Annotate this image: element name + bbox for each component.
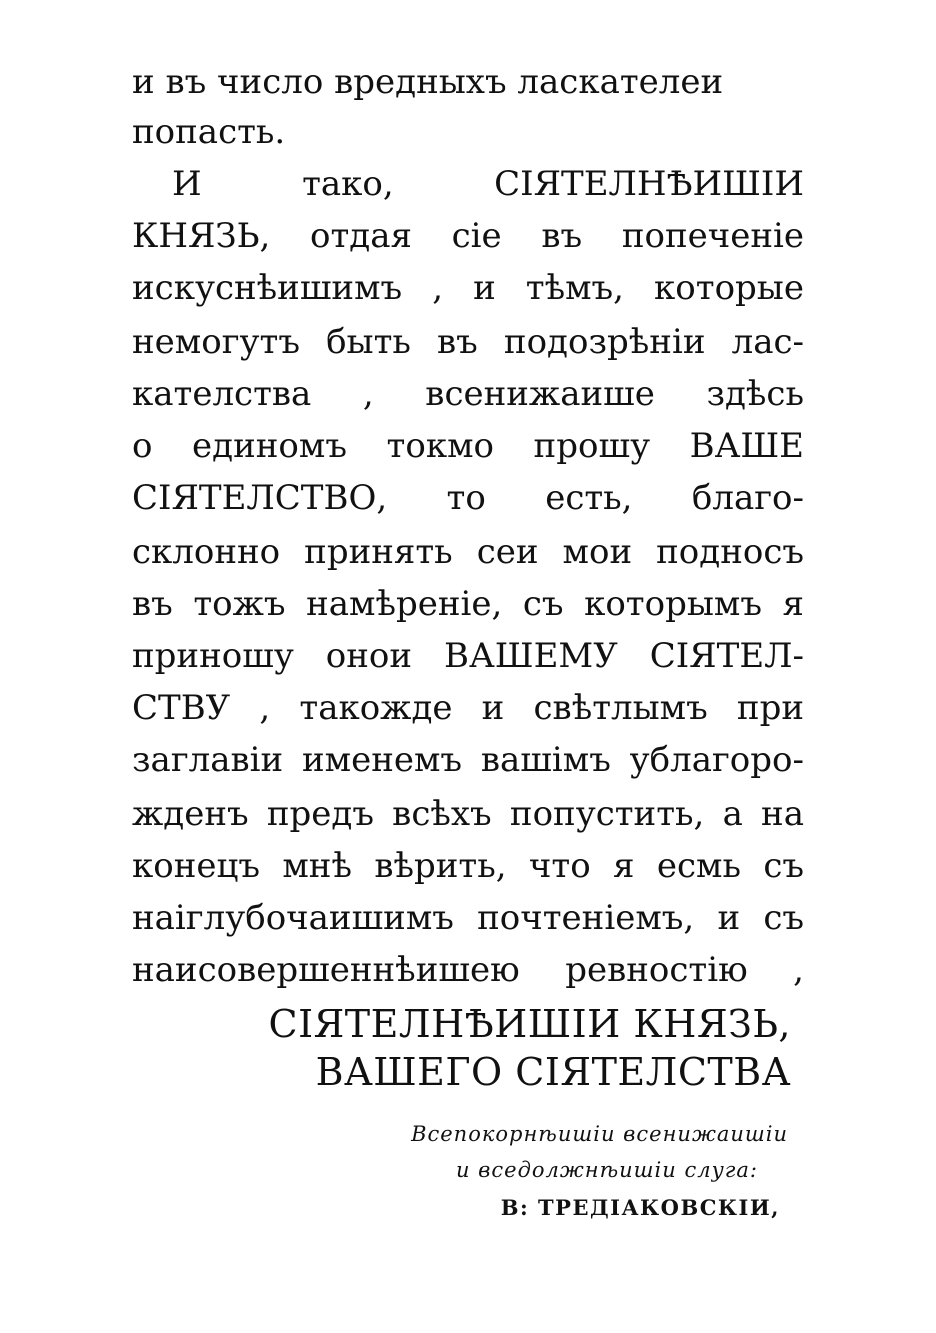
- text-line-14: заглавіи именемъ вашімъ ублагоро-: [132, 740, 804, 780]
- text-line-12: приношу онои ВАШЕМУ СІЯТЕЛ-: [132, 636, 804, 676]
- text-line-16: конецъ мнѣ вѣрить, что я есмь съ: [132, 846, 804, 886]
- text-line-17: наіглубочаишимъ почтеніемъ, и съ: [132, 898, 804, 938]
- text-line-9: СІЯТЕЛСТВО, то есть, благо-: [132, 478, 804, 518]
- text-line-13: СТВУ , такожде и свѣтлымъ при: [132, 688, 804, 728]
- text-line-5: искуснѣишимъ , и тѣмъ, которые: [132, 268, 804, 308]
- text-line-6: немогутъ быть въ подозрѣніи лас-: [132, 322, 804, 362]
- text-line-18: наисовершеннѣишею ревностію ,: [132, 950, 804, 990]
- text-line-1: и въ число вредныхъ ласкателеи: [132, 62, 724, 102]
- text-line-15: жденъ предъ всѣхъ попустить, а на: [132, 794, 804, 834]
- text-line-3: И тако, СІЯТЕЛНѢИШІИ: [172, 164, 804, 204]
- text-line-8: о единомъ токмо прошу ВАШЕ: [132, 426, 804, 466]
- closing-address: СІЯТЕЛНѢИШІИ КНЯЗЬ,: [268, 1002, 791, 1046]
- signature-name: В: ТРЕДІАКОВСКІИ,: [500, 1195, 780, 1220]
- text-line-10: склонно принять сеи мои подносъ: [132, 532, 804, 572]
- signature-line-1: Всепокорнѣишіи всенижаишіи: [411, 1122, 788, 1146]
- text-line-7: кателства , всенижаише здѣсь: [132, 374, 804, 414]
- text-line-4: КНЯЗЬ, отдая сіе въ попеченіе: [132, 216, 804, 256]
- text-line-2: попасть.: [132, 112, 286, 152]
- closing-title: ВАШЕГО СІЯТЕЛСТВА: [315, 1050, 791, 1094]
- text-line-11: въ тожъ намѣреніе, съ которымъ я: [132, 584, 804, 624]
- signature-line-2: и вседолжнѣишіи слуга:: [455, 1158, 758, 1182]
